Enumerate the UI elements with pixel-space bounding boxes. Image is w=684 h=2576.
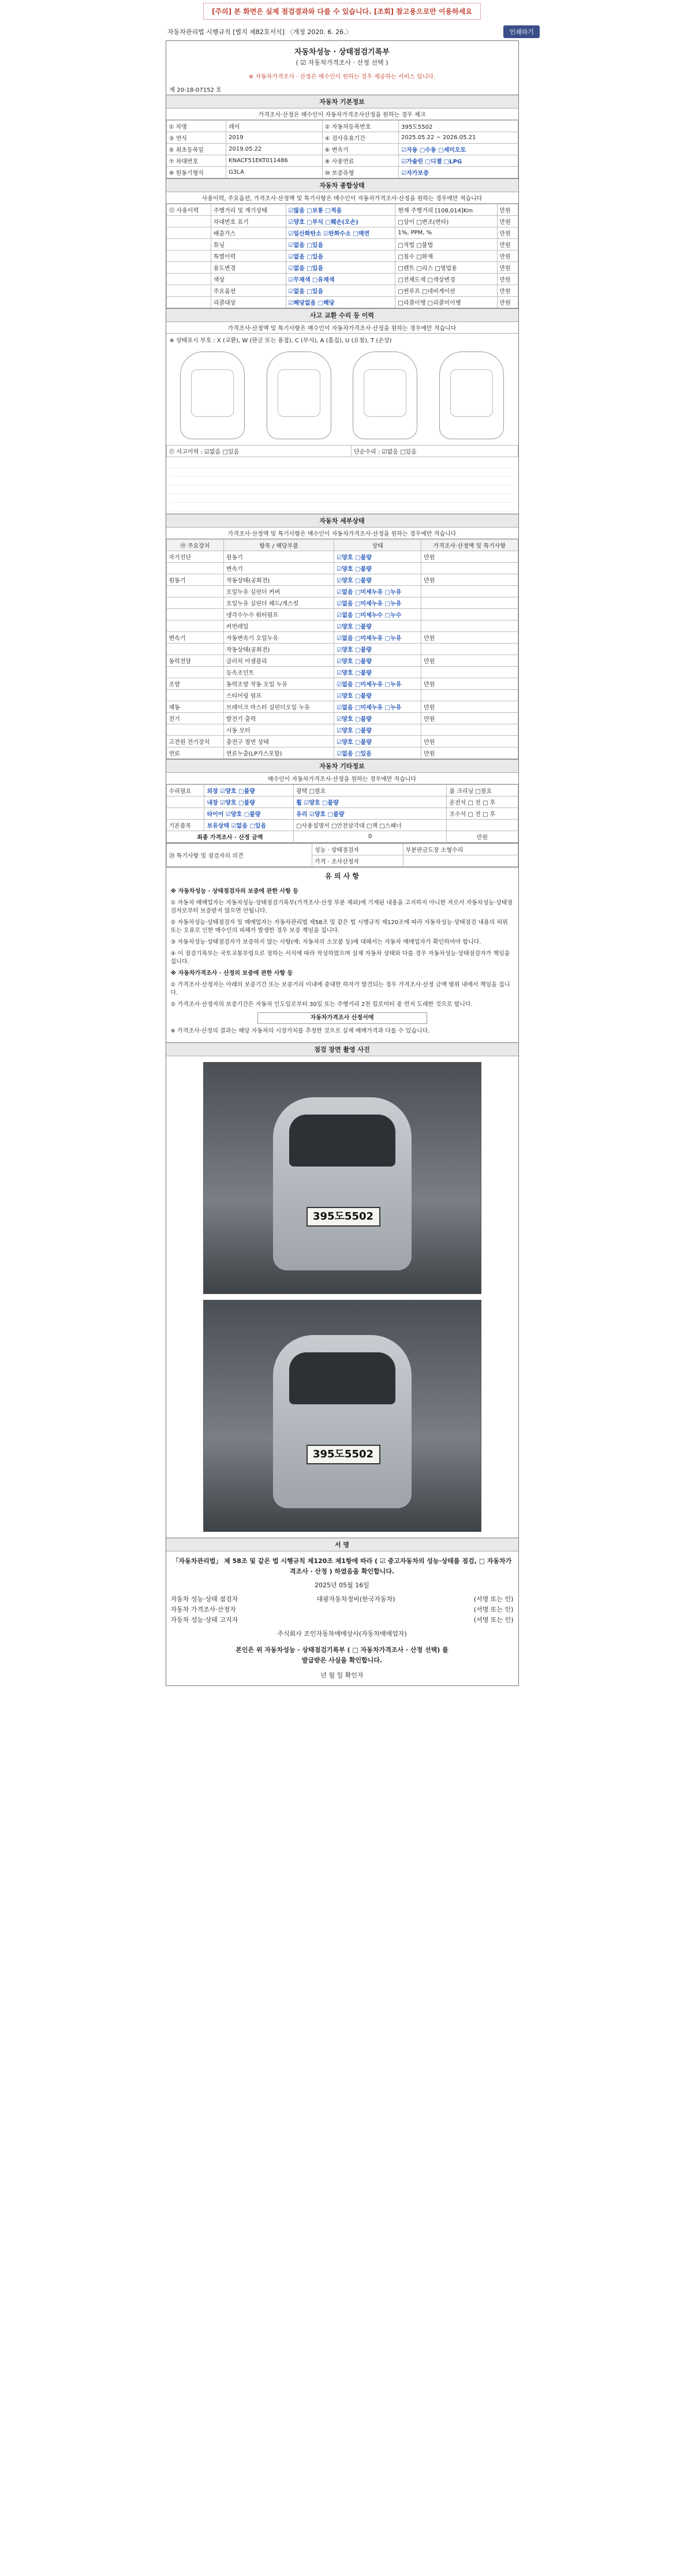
detail-cell: 제동 xyxy=(166,701,223,713)
detail-cell: 고전원 전기장치 xyxy=(166,736,223,747)
detail-cell xyxy=(421,620,518,632)
detail-cell xyxy=(166,620,223,632)
status-cell xyxy=(166,274,211,285)
detail-cell xyxy=(421,609,518,620)
detail-cell: 스티어링 펌프 xyxy=(223,690,334,701)
status-cell: ☑일산화탄소 ☑탄화수소 □매연 xyxy=(286,227,395,239)
license-plate-front: 395도5502 xyxy=(307,1207,380,1227)
detail-cell xyxy=(421,690,518,701)
detail-cell: ☑없음 □미세누수 □누수 xyxy=(334,609,421,620)
detail-heading: 자동차 세부상태 xyxy=(166,514,518,528)
detail-row xyxy=(166,586,518,597)
appearance-heading: 자동차 기타정보 xyxy=(166,760,518,773)
detail-cell: ☑양호 □불량 xyxy=(334,667,421,678)
appearance-row xyxy=(166,820,518,831)
detail-cell xyxy=(166,644,223,655)
detail-cell xyxy=(166,690,223,701)
status-cell xyxy=(166,227,211,239)
status-row xyxy=(166,297,518,308)
basic-info-cell: ② 자동차등록번호 xyxy=(322,121,398,132)
appearance-cell: 조수석 □ 전 □ 후 xyxy=(447,808,518,820)
detail-cell xyxy=(421,597,518,609)
signature-cell: (서명 또는 인) xyxy=(473,1606,514,1613)
detail-row xyxy=(166,667,518,678)
detail-row xyxy=(166,736,518,747)
status-sub: 사용이력, 주요옵션, 가격조사·산정액 및 특기사항은 매수인이 자동차가격조사·산정을 원하는 경우에만 적습니다 xyxy=(166,192,518,204)
appearance-sub: 매수인이 자동차가격조사·산정을 원하는 경우에만 적습니다 xyxy=(166,773,518,784)
detail-cell: 만원 xyxy=(421,551,518,563)
detail-cell: 작동상태(공회전) xyxy=(223,574,334,586)
notice-p5: ① 가격조사·산정자는 아래의 보증기간 또는 보증거리 이내에 중대한 하자가 발견되는 경우 가격조사·산정 금액 범위 내에서 책임을 집니다. xyxy=(170,982,510,996)
status-cell: 튜닝 xyxy=(211,239,286,251)
appearance-row xyxy=(166,785,518,797)
detail-cell: 브레이크 마스터 실린더오일 누유 xyxy=(223,701,334,713)
detail-col-price: 가격조사·산정액 및 특기사항 xyxy=(421,540,518,551)
status-cell: □썬루프 □네비게이션 xyxy=(395,285,497,297)
detail-sub: 가격조사·산정액 및 특기사항은 매수인이 자동차가격조사·산정을 원하는 경우에만 적습니다 xyxy=(166,528,518,539)
appearance-row xyxy=(166,808,518,820)
detail-row xyxy=(166,620,518,632)
basic-info-cell: ⑥ 변속기 xyxy=(322,144,398,155)
notice-p1: ① 자동차 매매업자는 자동차성능·상태점검기록부(가격조사·산정 부분 제외)에 기재된 내용을 고지하지 아니한 자로서 자동차성능·상태점검자로부터 보증받지 않으면 안됩니다. xyxy=(170,900,513,914)
detail-col-status: 상태 xyxy=(334,540,421,551)
detail-cell: 원동기 xyxy=(223,551,334,563)
detail-cell: ☑양호 □불량 xyxy=(334,690,421,701)
final-price-unit: 만원 xyxy=(447,831,518,843)
detail-cell xyxy=(421,644,518,655)
detail-cell: ☑없음 □있음 xyxy=(334,747,421,759)
basic-info-cell: 2019 xyxy=(226,132,322,144)
notice-p7: ※ 가격조사·산정의 결과는 해당 자동차의 시장가치를 추정한 것으로 실제 매매가격과 다를 수 있습니다. xyxy=(170,1028,430,1034)
basic-info-table xyxy=(166,120,518,178)
notice-heading: 유 의 사 항 xyxy=(325,872,359,880)
detail-cell: 변속기 xyxy=(223,563,334,574)
status-cell: □렌트 □리스 □영업용 xyxy=(395,262,497,274)
status-cell: □전체도색 □색상변경 xyxy=(395,274,497,285)
detail-row xyxy=(166,644,518,655)
signature-row xyxy=(171,1594,514,1605)
status-cell: 주행거리 및 계기상태 xyxy=(211,204,286,216)
windshield xyxy=(289,1115,395,1167)
appearance-cell: 타이어 ☑양호 □불량 xyxy=(204,808,294,820)
detail-cell: 만원 xyxy=(421,713,518,724)
status-cell: □적법 □불법 xyxy=(395,239,497,251)
appearance-cell: 보유상태 ☑없음 □있음 xyxy=(204,820,294,831)
detail-cell: 만원 xyxy=(421,736,518,747)
detail-cell: 동력조향 작동 오일 누유 xyxy=(223,678,334,690)
appearance-cell: □사용설명서 □안전삼각대 □잭 □스패너 xyxy=(294,820,447,831)
status-cell: 만원 xyxy=(497,262,518,274)
accident-heading: 사고 교환 수리 등 이력 xyxy=(166,309,518,322)
detail-cell xyxy=(421,724,518,736)
basic-info-cell: KNACF51EKT011486 xyxy=(226,155,322,167)
record-number: 제 20-18-07152 호 xyxy=(169,87,222,94)
detail-cell: 오일누유 실린더 헤드/개스킷 xyxy=(223,597,334,609)
accident-legend: ※ 상태표시 부호 : X (교환), W (판금 또는 용접), C (부식), A (흠집), U (요철), T (손상) xyxy=(169,338,392,344)
special-inspector: 성능 · 상태점검자 xyxy=(312,844,403,855)
basic-info-cell: 395도5502 xyxy=(399,121,518,132)
appearance-cell: 유리 ☑양호 □불량 xyxy=(294,808,447,820)
detail-cell: 전기 xyxy=(166,713,223,724)
detail-cell: ☑양호 □불량 xyxy=(334,563,421,574)
status-cell: ☑해당없음 □해당 xyxy=(286,297,395,308)
status-cell xyxy=(166,239,211,251)
basic-info-cell: ③ 연식 xyxy=(166,132,226,144)
detail-cell: 원동기 xyxy=(166,574,223,586)
status-cell: ⑫ 사용이력 xyxy=(166,204,211,216)
basic-info-section xyxy=(166,95,518,178)
status-cell: 현재 주행거리 [108,014]Km xyxy=(395,204,497,216)
detail-row xyxy=(166,724,518,736)
status-cell: 만원 xyxy=(497,285,518,297)
signature-section xyxy=(166,1538,518,1685)
basic-info-cell: 2025.05.22 ~ 2026.05.21 xyxy=(399,132,518,144)
notice-p3: ③ 자동차성능·상태점검자가 보증하지 않는 사항(예: 자동차의 소모품 등)에 대해서는 자동차 매매업자가 확인하여야 합니다. xyxy=(170,939,481,945)
basic-info-cell: ☑자가보증 xyxy=(399,167,518,178)
signature-cell: 자동차 가격조사·산정자 xyxy=(170,1606,236,1613)
status-cell: 주요옵션 xyxy=(211,285,286,297)
vehicle-photo-front xyxy=(203,1062,481,1294)
status-cell: ☑없음 □있음 xyxy=(286,251,395,262)
signature-body xyxy=(166,1551,518,1685)
appearance-section xyxy=(166,759,518,843)
detail-cell xyxy=(421,586,518,597)
status-row xyxy=(166,216,518,227)
detail-cell xyxy=(421,563,518,574)
status-row xyxy=(166,227,518,239)
detail-cell: 등속조인트 xyxy=(223,667,334,678)
final-price-label: 최종 가격조사 · 산정 금액 xyxy=(166,831,294,843)
detail-cell: 발전기 출력 xyxy=(223,713,334,724)
status-cell xyxy=(166,285,211,297)
basic-info-cell: 2019.05.22 xyxy=(226,144,322,155)
basic-info-sub: 가격조사·산정은 매수인이 자동차가격조사산정을 원하는 경우 체크 xyxy=(166,109,518,120)
detail-cell: 만원 xyxy=(421,574,518,586)
status-cell: □침수 □화재 xyxy=(395,251,497,262)
status-cell: 특별이력 xyxy=(211,251,286,262)
notice-box-heading: 자동차가격조사 산정서에 xyxy=(257,1012,427,1024)
special-inspector-note: 부분판금도장 소형수리 xyxy=(403,844,518,855)
detail-cell: 커먼레일 xyxy=(223,620,334,632)
detail-cell: 만원 xyxy=(421,678,518,690)
status-cell: 리콜대상 xyxy=(211,297,286,308)
notice-p6: ② 가격조사·산정자의 보증기간은 자동차 인도일로부터 30일 또는 주행거리 2천 킬로미터 중 먼저 도래한 것으로 합니다. xyxy=(170,1001,473,1008)
detail-cell xyxy=(166,597,223,609)
signature-date: 2025년 05월 16일 xyxy=(315,1582,369,1589)
status-cell xyxy=(166,297,211,308)
detail-cell: ☑양호 □불량 xyxy=(334,574,421,586)
status-cell: 색상 xyxy=(211,274,286,285)
basic-info-heading: 자동차 기본정보 xyxy=(166,95,518,109)
vehicle-photo-rear xyxy=(203,1300,481,1532)
car-diagram xyxy=(166,346,518,445)
status-cell: ☑양호 □부식 □훼손(오손) xyxy=(286,216,395,227)
detail-cell: 충전구 절연 상태 xyxy=(223,736,334,747)
signature-cell: 자동차 성능·상태 고지자 xyxy=(170,1616,238,1624)
status-cell: 1%, PPM, % xyxy=(395,227,497,239)
detail-cell xyxy=(421,667,518,678)
status-row xyxy=(166,239,518,251)
signature-row xyxy=(171,1615,514,1625)
notice-sub-2: ※ 자동차가격조사 · 산정의 보증에 관한 사항 등 xyxy=(170,970,293,977)
status-cell: 만원 xyxy=(497,251,518,262)
detail-row xyxy=(166,597,518,609)
status-row xyxy=(166,251,518,262)
appearance-cell xyxy=(447,820,518,831)
detail-cell: ☑양호 □불량 xyxy=(334,551,421,563)
appearance-cell: 내장 ☑양호 □불량 xyxy=(204,797,294,808)
status-cell: 만원 xyxy=(497,239,518,251)
status-cell: ☑없음 □있음 xyxy=(286,285,395,297)
status-cell: ☑없음 □있음 xyxy=(286,239,395,251)
detail-cell: 변속기 xyxy=(166,632,223,644)
detail-cell: ☑양호 □불량 xyxy=(334,736,421,747)
detail-cell: ☑양호 □불량 xyxy=(334,724,421,736)
detail-cell: ☑양호 □불량 xyxy=(334,655,421,667)
detail-cell: ☑없음 □미세누유 □누유 xyxy=(334,701,421,713)
photo-heading: 점검 장면 촬영 사진 xyxy=(166,1043,518,1056)
signature-cell: (서명 또는 인) xyxy=(473,1595,514,1603)
appearance-row xyxy=(166,797,518,808)
notice-body xyxy=(166,884,518,1042)
detail-cell: 시동 모터 xyxy=(223,724,334,736)
detail-row xyxy=(166,551,518,563)
appearance-cell: 룸 크리닝 □필요 xyxy=(447,785,518,797)
detail-cell: 작동상태(공회전) xyxy=(223,644,334,655)
basic-info-cell: G3LA xyxy=(226,167,322,178)
detail-cell: 동력전달 xyxy=(166,655,223,667)
detail-cell xyxy=(166,724,223,736)
appearance-cell: 광택 □필요 xyxy=(294,785,447,797)
license-plate-rear: 395도5502 xyxy=(307,1445,380,1464)
simple-repair: 단순수리 : ☑없음 □있음 xyxy=(352,446,518,457)
special-label: ⑳ 특기사항 및 점검자의 의견 xyxy=(166,844,312,867)
status-cell xyxy=(166,251,211,262)
detail-row xyxy=(166,701,518,713)
detail-cell: ☑없음 □미세누유 □누유 xyxy=(334,632,421,644)
page-subtitle: ( ☑ 자동차가격조사 · 산정 선택 ) xyxy=(296,59,388,66)
status-cell: ☑무채색 □유채색 xyxy=(286,274,395,285)
detail-cell: 클러치 어셈블리 xyxy=(223,655,334,667)
notice-sub-1: ※ 자동차성능 · 상태점검자의 보증에 관한 사항 등 xyxy=(170,888,298,895)
form-header xyxy=(0,22,684,40)
appearance-table xyxy=(166,784,518,843)
status-cell: 만원 xyxy=(497,297,518,308)
status-cell: 만원 xyxy=(497,204,518,216)
detail-row xyxy=(166,609,518,620)
detail-cell xyxy=(166,586,223,597)
basic-info-row xyxy=(166,132,518,144)
notice-section xyxy=(166,867,518,1042)
basic-info-row xyxy=(166,155,518,167)
detail-cell: 냉각수누수 워터펌프 xyxy=(223,609,334,620)
status-cell: ☑많음 □보통 □적음 xyxy=(286,204,395,216)
signature-cell: 대광자동차정비(한국자동차) xyxy=(316,1595,395,1603)
appearance-cell: 수리필요 xyxy=(166,785,204,797)
warning-banner xyxy=(0,0,684,22)
rear-window xyxy=(289,1352,395,1404)
basic-info-cell: ⑦ 차대번호 xyxy=(166,155,226,167)
detail-row xyxy=(166,632,518,644)
basic-info-row xyxy=(166,121,518,132)
special-appraiser: 가격 · 조사산정자 xyxy=(312,855,403,867)
appearance-cell: 외장 ☑양호 □불량 xyxy=(204,785,294,797)
detail-cell: 만원 xyxy=(421,632,518,644)
vehicle-shape xyxy=(273,1097,412,1270)
notice-p2: ② 자동차성능·상태점검자 및 매매업자는 자동차관리법 제58조 및 같은 법 시행규칙 제120조에 따라 자동차성능·상태점검 내용의 허위 또는 오류로 인한 매수인의 피해가 발생한 경우 보증 책임을 집니다. xyxy=(170,919,508,934)
accident-sub: 가격조사·산정액 및 특기사항은 매수인이 자동차가격조사·산정을 원하는 경우에만 적습니다 xyxy=(166,322,518,334)
detail-cell xyxy=(166,609,223,620)
basic-info-cell: ⑩ 보증유형 xyxy=(322,167,398,178)
status-row xyxy=(166,262,518,274)
page-title: 자동차성능 · 상태점검기록부 xyxy=(294,48,390,57)
detail-cell: 조향 xyxy=(166,678,223,690)
notice-p4: ④ 이 점검기록부는 국토교통부령으로 정하는 서식에 따라 작성하였으며 실제 자동차 상태와 다를 경우 자동차성능·상태점검자가 책임을 집니다. xyxy=(170,951,510,965)
detail-cell: 연료누출(LP가스포함) xyxy=(223,747,334,759)
basic-info-cell: ⑧ 사용연료 xyxy=(322,155,398,167)
basic-info-row xyxy=(166,144,518,155)
status-row xyxy=(166,204,518,216)
detail-row xyxy=(166,690,518,701)
status-cell xyxy=(166,262,211,274)
detail-cell: 만원 xyxy=(421,747,518,759)
special-section xyxy=(166,843,518,867)
basic-info-row xyxy=(166,167,518,178)
status-heading: 자동차 종합상태 xyxy=(166,179,518,192)
accident-section xyxy=(166,308,518,514)
detail-section xyxy=(166,514,518,759)
warning-text: [주의] 본 화면은 실제 점검결과와 다를 수 있습니다. [조회] 참고용으로만 이용하세요 xyxy=(203,3,481,20)
detail-row xyxy=(166,678,518,690)
status-cell: 용도변경 xyxy=(211,262,286,274)
basic-info-cell: ☑가솔린 □디젤 □LPG xyxy=(399,155,518,167)
detail-row xyxy=(166,655,518,667)
form-label: 자동차관리법 시행규칙 [별지 제82호서식] 〈개정 2020. 6. 26.〉 xyxy=(167,28,352,36)
basic-info-cell: ① 차명 xyxy=(166,121,226,132)
signature-line: 년 월 일 확인자 xyxy=(320,1672,364,1679)
signature-footer-1: 본인은 위 자동차성능 · 상태점검기록부 ( □ 자동차가격조사 · 산정 선택) 를 xyxy=(236,1646,448,1654)
signature-cell: (서명 또는 인) xyxy=(473,1616,514,1624)
detail-cell xyxy=(166,667,223,678)
signature-cell: 자동차 성능·상태 점검자 xyxy=(170,1595,238,1603)
detail-cell: 자동변속기 오일누유 xyxy=(223,632,334,644)
dealer-company: 주식회사 조인자동차매매상사(자동차매매업자) xyxy=(277,1630,407,1637)
appearance-cell xyxy=(166,808,204,820)
final-price-value: 0 xyxy=(294,831,447,843)
status-row xyxy=(166,285,518,297)
detail-col-item: 항목 / 해당부품 xyxy=(223,540,334,551)
basic-info-cell: ④ 검사유효기간 xyxy=(322,132,398,144)
detail-cell: 자기진단 xyxy=(166,551,223,563)
detail-cell: ☑없음 □미세누유 □누유 xyxy=(334,597,421,609)
basic-info-cell: ⑨ 원동기형식 xyxy=(166,167,226,178)
status-cell: 만원 xyxy=(497,227,518,239)
basic-info-cell: 레이 xyxy=(226,121,322,132)
signature-statement: 「자동차관리법」 제 58조 및 같은 법 시행규칙 제120조 제1항에 따라 ( ☑ 중고자동차의 성능·상태를 점검, □ 자동차가격조사 · 산정 ) 하였음을 확인합니다. xyxy=(172,1557,512,1575)
appearance-cell xyxy=(166,797,204,808)
detail-cell: ☑없음 □미세누유 □누유 xyxy=(334,678,421,690)
signature-row xyxy=(171,1605,514,1615)
status-cell: 차대번호 표기 xyxy=(211,216,286,227)
detail-cell: ☑없음 □미세누유 □누유 xyxy=(334,586,421,597)
photo-section xyxy=(166,1042,518,1532)
car-top-view-icon xyxy=(267,352,331,439)
status-cell: □리콜이행 □리콜미이행 xyxy=(395,297,497,308)
basic-info-cell: ⑤ 최초등록일 xyxy=(166,144,226,155)
detail-cell: 연료 xyxy=(166,747,223,759)
status-cell xyxy=(166,216,211,227)
status-cell: 만원 xyxy=(497,274,518,285)
detail-cell: 오일누유 실린더 커버 xyxy=(223,586,334,597)
red-note: ※ 자동차가격조사 · 산정은 매수인이 원하는 경우 제공하는 서비스 입니다. xyxy=(248,74,436,80)
signature-footer-2: 발급받은 사실을 확인합니다. xyxy=(301,1657,383,1664)
accident-table xyxy=(166,445,518,457)
car-rear-view-icon xyxy=(439,352,504,439)
special-table xyxy=(166,843,518,867)
special-appraiser-note xyxy=(403,855,518,867)
inspection-record xyxy=(166,40,519,1686)
accident-history: ⑰ 사고이력 : ☑없음 □있음 xyxy=(166,446,352,457)
appearance-cell: 기본품목 xyxy=(166,820,204,831)
detail-cell: 만원 xyxy=(421,701,518,713)
status-cell: 만원 xyxy=(497,216,518,227)
status-table xyxy=(166,204,518,308)
detail-row xyxy=(166,574,518,586)
car-front-view-icon xyxy=(180,352,245,439)
appearance-cell: 휠 ☑양호 □불량 xyxy=(294,797,447,808)
detail-cell: ☑양호 □불량 xyxy=(334,644,421,655)
detail-col-device: ⑲ 주요장치 xyxy=(166,540,223,551)
detail-row xyxy=(166,563,518,574)
detail-cell: 만원 xyxy=(421,655,518,667)
appearance-cell: 운전석 □ 전 □ 후 xyxy=(447,797,518,808)
status-cell: 배출가스 xyxy=(211,227,286,239)
repair-part-lines xyxy=(166,457,518,514)
detail-cell: ☑양호 □불량 xyxy=(334,620,421,632)
status-cell: ☑없음 □있음 xyxy=(286,262,395,274)
vehicle-shape-rear xyxy=(273,1335,412,1508)
signature-heading: 서 명 xyxy=(166,1538,518,1551)
detail-table xyxy=(166,539,518,759)
car-bottom-view-icon xyxy=(353,352,417,439)
detail-cell xyxy=(166,563,223,574)
status-cell: □상이 □변조(변타) xyxy=(395,216,497,227)
detail-cell: ☑양호 □불량 xyxy=(334,713,421,724)
detail-row xyxy=(166,747,518,759)
basic-info-cell: ☑자동 □수동 □세미오토 xyxy=(399,144,518,155)
detail-row xyxy=(166,713,518,724)
status-section xyxy=(166,178,518,308)
print-button[interactable]: 인쇄하기 xyxy=(503,25,540,38)
status-row xyxy=(166,274,518,285)
